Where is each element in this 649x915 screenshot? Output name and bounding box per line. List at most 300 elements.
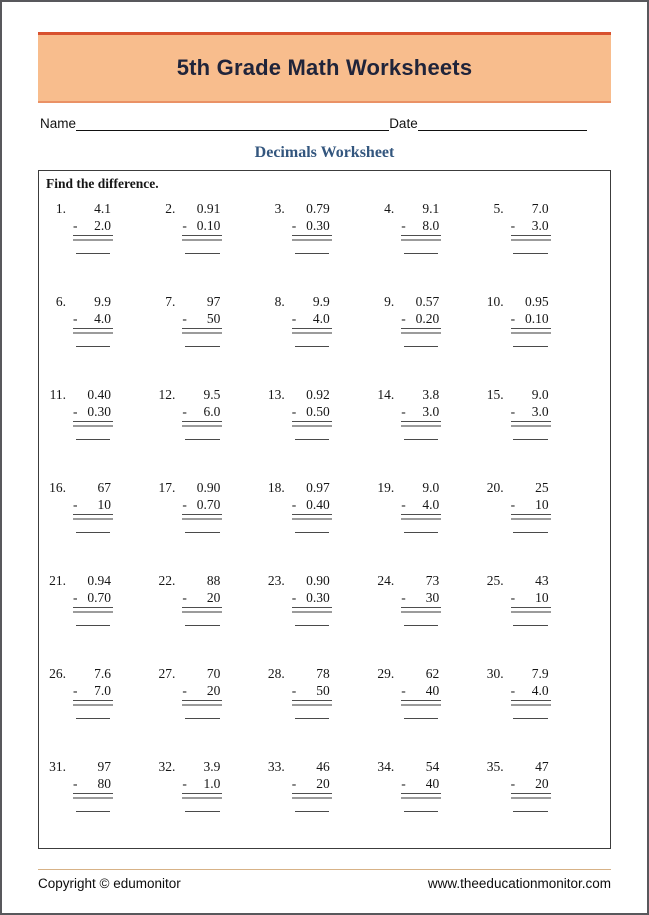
problem-body (73, 666, 113, 754)
minus-sign: - (182, 311, 187, 326)
problem-number: 22. (158, 573, 176, 588)
subtrahend-row (292, 404, 332, 420)
subtraction-bar (73, 607, 113, 608)
subtraction-bar-shadow (292, 797, 332, 800)
subtraction-bar (511, 421, 551, 422)
minus-sign: - (291, 311, 297, 326)
minuend-value: 62 (425, 666, 440, 681)
problem-number: 26. (49, 666, 66, 681)
subtraction-bar-shadow (511, 704, 551, 707)
subtraction-problem (158, 661, 267, 754)
problem-number: 30. (486, 666, 504, 681)
problem-number: 27. (158, 666, 176, 681)
subtraction-problem (377, 568, 486, 661)
subtrahend-value: 40 (425, 776, 440, 791)
subtraction-bar (511, 235, 551, 236)
answer-blank-line (76, 811, 110, 812)
answer-blank-line (76, 532, 110, 533)
subtrahend-value: 0.30 (306, 590, 330, 605)
problem-number: 31. (49, 759, 66, 774)
problem-number: 29. (377, 666, 395, 681)
subtraction-bar-shadow (511, 332, 551, 335)
subtraction-bar-shadow (401, 332, 441, 335)
minus-sign: - (401, 218, 406, 233)
problem-number: 25. (486, 573, 504, 588)
problem-number: 4. (384, 201, 395, 216)
subtraction-bar-shadow (401, 611, 441, 614)
subtrahend-value: 20 (206, 683, 221, 698)
subtrahend-row (182, 497, 222, 513)
minuend-value: 7.9 (531, 666, 549, 681)
subtrahend-row (292, 590, 332, 606)
subtrahend-value: 0.70 (196, 497, 221, 512)
minuend-value: 73 (425, 573, 440, 588)
problem-number: 10. (486, 294, 504, 309)
answer-blank-line (295, 439, 329, 440)
problem-body (73, 759, 113, 847)
subtraction-problem (487, 661, 596, 754)
date-blank-line (418, 115, 587, 131)
subtraction-problem (158, 382, 267, 475)
problem-body (73, 294, 113, 382)
subtraction-bar-shadow (401, 797, 441, 800)
problem-number: 1. (55, 201, 66, 216)
minus-sign: - (401, 683, 406, 698)
subtrahend-row (511, 311, 551, 327)
answer-blank-line (76, 253, 110, 254)
subtrahend-value: 0.20 (415, 311, 440, 326)
subtrahend-row (511, 404, 551, 420)
answer-blank-line (404, 346, 438, 347)
subtraction-bar-shadow (292, 518, 332, 521)
problem-number: 6. (55, 294, 66, 309)
subtraction-bar-shadow (292, 332, 332, 335)
minus-sign: - (291, 776, 297, 791)
problem-body (292, 759, 332, 847)
subtraction-problem (158, 754, 267, 847)
subtraction-bar (73, 793, 113, 794)
problem-number: 17. (158, 480, 176, 495)
subtraction-bar-shadow (511, 518, 551, 521)
subtrahend-value: 4.0 (94, 311, 111, 326)
subtraction-bar-shadow (511, 425, 551, 428)
minuend-value: 78 (316, 666, 330, 681)
subtraction-bar (401, 607, 441, 608)
problem-body (511, 759, 551, 847)
minus-sign: - (401, 404, 406, 419)
minus-sign: - (73, 683, 78, 698)
subtraction-problem (268, 382, 377, 475)
minus-sign: - (291, 683, 297, 698)
subtrahend-value: 1.0 (203, 776, 221, 791)
answer-blank-line (185, 625, 219, 626)
subtraction-problem (158, 568, 267, 661)
subtraction-problem (268, 475, 377, 568)
subtrahend-row (182, 776, 222, 792)
subtraction-bar-shadow (401, 704, 441, 707)
subtraction-bar-shadow (292, 239, 332, 242)
subtraction-bar-shadow (73, 239, 113, 242)
minuend-value: 47 (535, 759, 549, 774)
minuend-value: 0.97 (306, 480, 330, 495)
footer-website: www.theeducationmonitor.com (427, 876, 611, 891)
subtraction-bar-shadow (182, 797, 222, 800)
subtraction-bar (401, 235, 441, 236)
subtrahend-value: 0.10 (196, 218, 221, 233)
problem-number: 35. (486, 759, 504, 774)
minus-sign: - (510, 776, 516, 791)
subtrahend-value: 6.0 (203, 404, 221, 419)
subtrahend-row (401, 776, 441, 792)
problem-number: 14. (377, 387, 395, 402)
minus-sign: - (73, 590, 78, 605)
subtrahend-value: 0.10 (524, 311, 549, 326)
answer-blank-line (513, 439, 547, 440)
subtrahend-value: 2.0 (94, 218, 111, 233)
subtraction-problem (268, 289, 377, 382)
subtrahend-row (292, 497, 332, 513)
minus-sign: - (510, 311, 516, 326)
minuend-value: 3.8 (422, 387, 440, 402)
name-label: Name (40, 116, 77, 131)
subtraction-bar-shadow (182, 425, 222, 428)
subtraction-bar (401, 514, 441, 515)
subtrahend-value: 7.0 (94, 683, 111, 698)
answer-blank-line (404, 253, 438, 254)
subtraction-bar-shadow (182, 518, 222, 521)
minuend-value: 7.6 (94, 666, 111, 681)
subtraction-bar (511, 607, 551, 608)
subtrahend-value: 10 (535, 497, 549, 512)
answer-blank-line (513, 718, 547, 719)
subtraction-problem (268, 661, 377, 754)
subtraction-problem (487, 196, 596, 289)
minuend-value: 3.9 (203, 759, 221, 774)
problem-number: 28. (267, 666, 285, 681)
subtraction-problem (158, 289, 267, 382)
subtraction-bar-shadow (182, 704, 222, 707)
answer-blank-line (513, 811, 547, 812)
subtraction-problem (377, 289, 486, 382)
subtrahend-value: 4.0 (422, 497, 440, 512)
subtraction-bar (182, 235, 222, 236)
subtraction-problem (49, 289, 158, 382)
minus-sign: - (510, 404, 516, 419)
subtrahend-value: 40 (425, 683, 440, 698)
subtraction-problem (49, 661, 158, 754)
problem-body (292, 480, 332, 568)
minuend-value: 46 (316, 759, 330, 774)
minuend-value: 67 (97, 480, 111, 495)
problem-body (73, 201, 113, 289)
minus-sign: - (73, 311, 78, 326)
problem-number: 32. (158, 759, 176, 774)
answer-blank-line (404, 439, 438, 440)
minus-sign: - (73, 218, 78, 233)
minus-sign: - (510, 218, 516, 233)
problem-body (511, 201, 551, 289)
minuend-value: 0.92 (306, 387, 330, 402)
subtrahend-value: 3.0 (531, 218, 549, 233)
subtraction-bar-shadow (73, 425, 113, 428)
answer-blank-line (404, 532, 438, 533)
subtraction-bar-shadow (182, 239, 222, 242)
problem-body (292, 573, 332, 661)
answer-blank-line (404, 811, 438, 812)
subtrahend-row (511, 497, 551, 513)
subtrahend-value: 4.0 (312, 311, 330, 326)
subtrahend-value: 80 (97, 776, 111, 791)
subtraction-bar (182, 328, 222, 329)
subtraction-problem (487, 289, 596, 382)
subtrahend-value: 20 (535, 776, 549, 791)
subtraction-problem (377, 382, 486, 475)
subtrahend-row (292, 311, 332, 327)
minuend-value: 0.94 (87, 573, 111, 588)
minuend-value: 25 (535, 480, 549, 495)
answer-blank-line (295, 532, 329, 533)
problems-grid (39, 192, 610, 847)
problem-body (511, 294, 551, 382)
subtraction-bar (401, 328, 441, 329)
minuend-value: 54 (425, 759, 440, 774)
subtrahend-row (511, 776, 551, 792)
answer-blank-line (185, 718, 219, 719)
subtraction-problem (49, 382, 158, 475)
problem-number: 20. (486, 480, 504, 495)
worksheet-title: Decimals Worksheet (254, 144, 395, 161)
subtrahend-value: 0.30 (87, 404, 111, 419)
subtraction-problem (49, 568, 158, 661)
problem-number: 21. (49, 573, 66, 588)
problem-number: 3. (274, 201, 285, 216)
footer (38, 869, 611, 891)
minus-sign: - (401, 497, 406, 512)
problem-body (401, 759, 441, 847)
minus-sign: - (182, 497, 187, 512)
subtrahend-value: 30 (425, 590, 440, 605)
subtraction-bar-shadow (73, 332, 113, 335)
subtraction-bar (182, 607, 222, 608)
subtrahend-row (73, 218, 113, 234)
subtrahend-row (292, 683, 332, 699)
subtrahend-value: 20 (316, 776, 330, 791)
subtrahend-row (182, 683, 222, 699)
problem-body (182, 573, 222, 661)
subtraction-bar (182, 421, 222, 422)
minus-sign: - (182, 218, 187, 233)
problem-body (292, 387, 332, 475)
problem-body (401, 294, 441, 382)
problem-body (73, 573, 113, 661)
problem-number: 16. (49, 480, 66, 495)
answer-blank-line (295, 253, 329, 254)
subtraction-bar (511, 793, 551, 794)
problem-body (401, 387, 441, 475)
name-blank-line (76, 115, 389, 131)
minuend-value: 9.1 (422, 201, 440, 216)
subtraction-problem (49, 475, 158, 568)
minuend-value: 9.0 (531, 387, 549, 402)
minus-sign: - (291, 497, 297, 512)
answer-blank-line (513, 625, 547, 626)
subtraction-bar-shadow (401, 518, 441, 521)
subtraction-problem (377, 754, 486, 847)
minus-sign: - (291, 404, 297, 419)
subtrahend-value: 0.30 (306, 218, 330, 233)
problem-number: 34. (377, 759, 395, 774)
answer-blank-line (295, 811, 329, 812)
minuend-value: 0.91 (196, 201, 221, 216)
problem-number: 2. (165, 201, 176, 216)
minuend-value: 0.79 (306, 201, 330, 216)
problems-box (38, 170, 611, 849)
minus-sign: - (401, 590, 406, 605)
problem-number: 9. (384, 294, 395, 309)
subtrahend-row (182, 590, 222, 606)
subtraction-bar-shadow (73, 518, 113, 521)
subtraction-bar-shadow (73, 797, 113, 800)
subtrahend-value: 50 (316, 683, 330, 698)
subtraction-bar (511, 514, 551, 515)
subtrahend-row (182, 404, 222, 420)
answer-blank-line (76, 439, 110, 440)
answer-blank-line (185, 439, 219, 440)
minuend-value: 7.0 (531, 201, 549, 216)
problem-number: 7. (165, 294, 176, 309)
problem-number: 33. (267, 759, 285, 774)
problem-number: 18. (267, 480, 285, 495)
answer-blank-line (185, 253, 219, 254)
minuend-value: 88 (206, 573, 221, 588)
subtraction-bar (73, 514, 113, 515)
subtrahend-row (73, 776, 113, 792)
minus-sign: - (73, 776, 78, 791)
subtrahend-row (182, 218, 222, 234)
subtraction-bar (73, 700, 113, 701)
subtrahend-value: 4.0 (531, 683, 549, 698)
problem-number: 5. (493, 201, 504, 216)
answer-blank-line (185, 811, 219, 812)
subtraction-problem (487, 568, 596, 661)
subtraction-bar (182, 514, 222, 515)
subtraction-bar (401, 793, 441, 794)
subtrahend-value: 0.70 (87, 590, 111, 605)
answer-blank-line (513, 253, 547, 254)
minuend-value: 0.57 (415, 294, 440, 309)
minus-sign: - (291, 218, 297, 233)
subtrahend-row (73, 311, 113, 327)
answer-blank-line (404, 625, 438, 626)
subtrahend-row (511, 683, 551, 699)
answer-blank-line (185, 532, 219, 533)
date-label: Date (389, 116, 418, 131)
minuend-value: 9.9 (94, 294, 111, 309)
subtraction-problem (487, 382, 596, 475)
problem-body (182, 480, 222, 568)
subtraction-bar-shadow (511, 611, 551, 614)
problem-body (401, 480, 441, 568)
subtrahend-row (511, 218, 551, 234)
subtraction-bar-shadow (401, 239, 441, 242)
problem-number: 24. (377, 573, 395, 588)
problem-body (511, 480, 551, 568)
answer-blank-line (76, 625, 110, 626)
minuend-value: 0.90 (306, 573, 330, 588)
problem-body (401, 573, 441, 661)
subtraction-problem (158, 475, 267, 568)
minuend-value: 0.95 (524, 294, 549, 309)
subtrahend-value: 8.0 (422, 218, 440, 233)
minuend-value: 0.90 (196, 480, 221, 495)
subtraction-bar (73, 235, 113, 236)
page-title: 5th Grade Math Worksheets (176, 55, 473, 80)
problem-number: 19. (377, 480, 395, 495)
subtrahend-value: 20 (206, 590, 221, 605)
subtraction-bar-shadow (511, 797, 551, 800)
problem-body (292, 201, 332, 289)
subtraction-bar-shadow (73, 611, 113, 614)
instruction-text: Find the difference. (46, 176, 159, 191)
problem-body (401, 201, 441, 289)
footer-copyright: Copyright © edumonitor (38, 876, 181, 891)
subtrahend-row (511, 590, 551, 606)
subtraction-bar (182, 793, 222, 794)
problem-body (73, 480, 113, 568)
subtraction-problem (158, 196, 267, 289)
subtraction-bar (73, 421, 113, 422)
subtraction-bar (292, 514, 332, 515)
problem-number: 8. (274, 294, 285, 309)
subtrahend-value: 0.50 (306, 404, 330, 419)
subtraction-bar (292, 793, 332, 794)
subtrahend-row (401, 311, 441, 327)
problem-number: 23. (267, 573, 285, 588)
subtraction-problem (487, 754, 596, 847)
subtrahend-row (401, 683, 441, 699)
subtraction-bar-shadow (292, 425, 332, 428)
name-date-row (40, 113, 587, 131)
problem-body (182, 387, 222, 475)
answer-blank-line (404, 718, 438, 719)
problem-body (511, 573, 551, 661)
subtrahend-row (73, 404, 113, 420)
answer-blank-line (513, 346, 547, 347)
subtraction-problem (268, 754, 377, 847)
answer-blank-line (76, 718, 110, 719)
problem-body (401, 666, 441, 754)
minus-sign: - (73, 404, 78, 419)
problem-body (511, 387, 551, 475)
minus-sign: - (182, 683, 187, 698)
answer-blank-line (185, 346, 219, 347)
minus-sign: - (510, 590, 516, 605)
subtraction-bar-shadow (73, 704, 113, 707)
minus-sign: - (182, 590, 187, 605)
subtraction-bar-shadow (401, 425, 441, 428)
minus-sign: - (73, 497, 78, 512)
problem-body (182, 201, 222, 289)
minuend-value: 9.5 (203, 387, 221, 402)
subtraction-bar-shadow (182, 611, 222, 614)
subtrahend-value: 3.0 (531, 404, 549, 419)
minus-sign: - (510, 683, 516, 698)
subtrahend-row (292, 218, 332, 234)
header-band (38, 32, 611, 103)
problem-number: 11. (49, 387, 66, 402)
problem-number: 15. (486, 387, 504, 402)
subtrahend-value: 0.40 (306, 497, 330, 512)
